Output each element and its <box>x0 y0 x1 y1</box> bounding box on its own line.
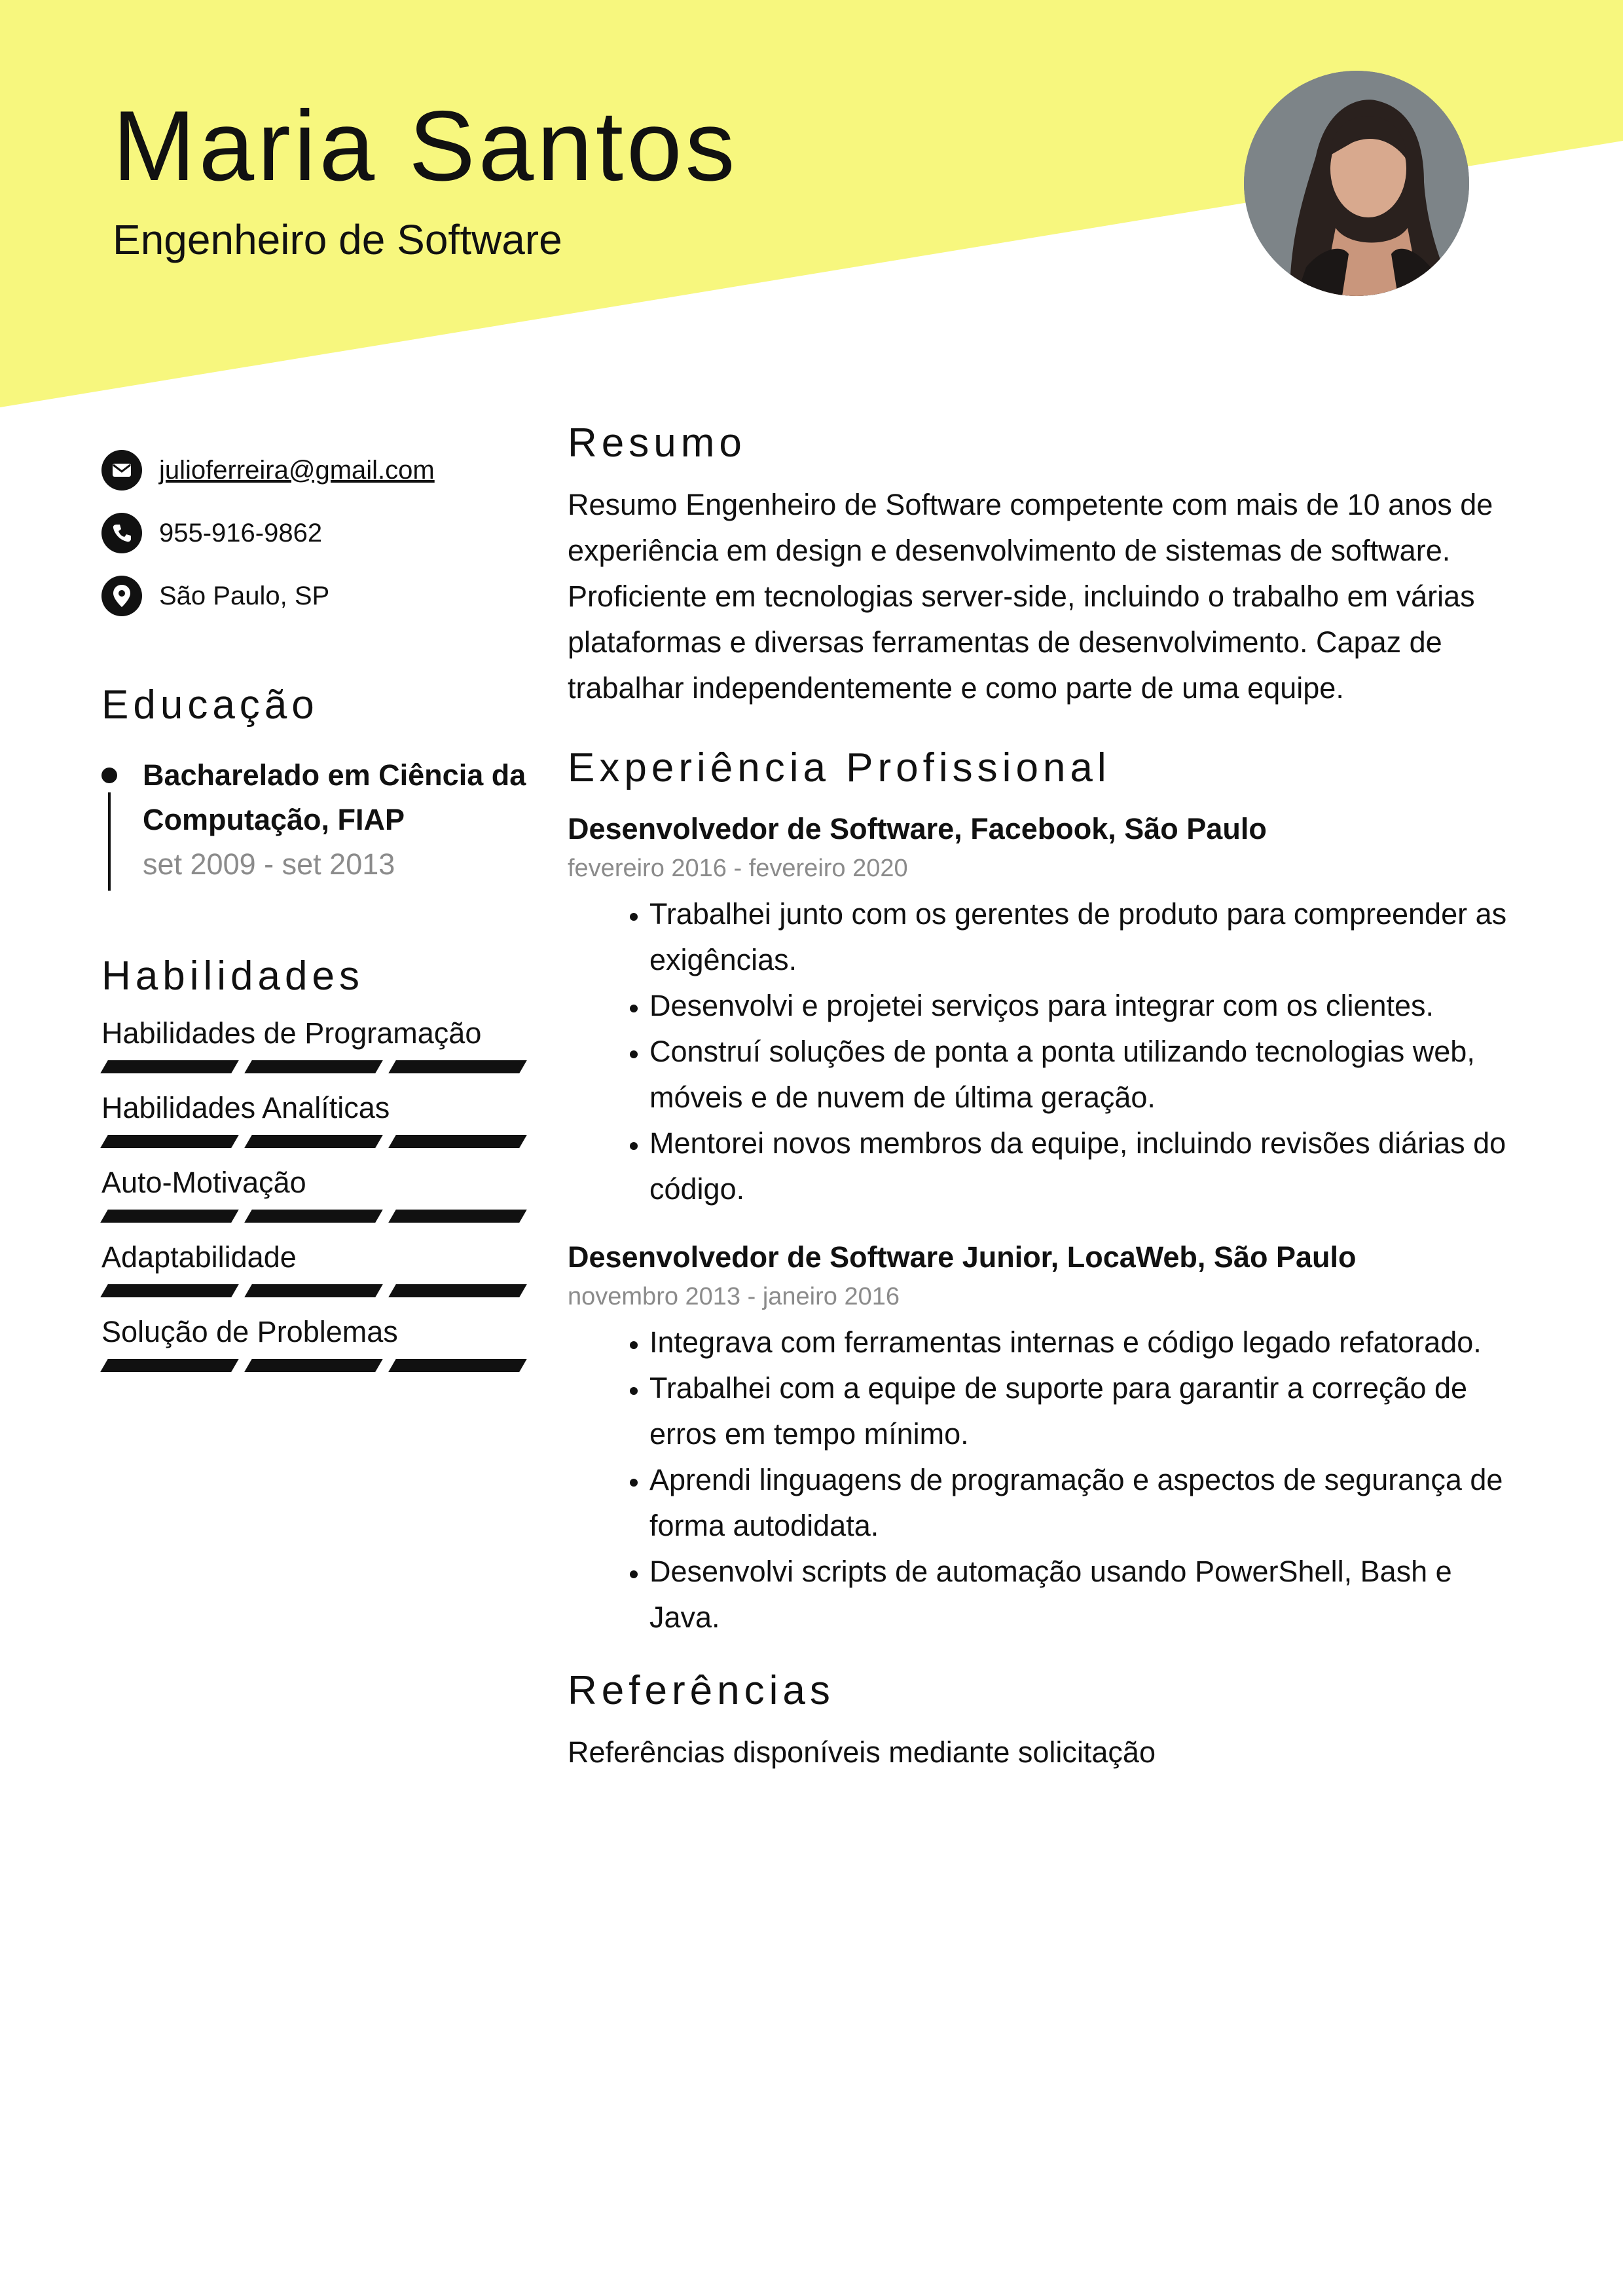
job-dates: fevereiro 2016 - fevereiro 2020 <box>568 854 908 882</box>
skill-level-segment <box>100 1284 239 1297</box>
phone-icon <box>101 513 142 553</box>
skill-name: Solução de Problemas <box>101 1314 398 1348</box>
skills-heading: Habilidades <box>101 954 364 999</box>
skill-level-segment <box>388 1359 527 1372</box>
timeline-dot <box>101 768 117 783</box>
references-heading: Referências <box>568 1667 835 1713</box>
education-heading: Educação <box>101 682 319 728</box>
job-bullet: • Trabalhei com a equipe de suporte para garantir a correção de erros em tempo mínimo. <box>649 1365 1510 1457</box>
email-link[interactable]: julioferreira@gmail.com <box>159 455 435 485</box>
candidate-name: Maria Santos <box>113 90 739 202</box>
job-bullet: • Trabalhei junto com os gerentes de produto para compreender as exigências. <box>649 891 1510 983</box>
job-title: Desenvolvedor de Software, Facebook, São Paulo <box>568 811 1267 845</box>
phone-text: 955-916-9862 <box>159 518 323 547</box>
job-bullet: • Desenvolvi scripts de automação usando PowerShell, Bash e Java. <box>649 1549 1510 1640</box>
timeline-line <box>108 792 111 891</box>
skill-level-bar <box>101 1284 540 1297</box>
job-entry <box>568 806 1510 1212</box>
job-bullet: • Aprendi linguagens de programação e aspectos de segurança de forma autodidata. <box>649 1457 1510 1549</box>
skill-level-bar <box>101 1060 540 1073</box>
skill-level-segment <box>388 1210 527 1223</box>
skill-level-segment <box>244 1060 383 1073</box>
skill-level-segment <box>388 1284 527 1297</box>
job-entry <box>568 1234 1510 1640</box>
profile-photo <box>1244 71 1469 296</box>
left-column <box>101 439 540 1372</box>
job-title: Desenvolvedor de Software Junior, LocaWeb, São Paulo <box>568 1240 1357 1274</box>
skill-level-segment <box>388 1135 527 1148</box>
skill-level-segment <box>244 1135 383 1148</box>
location-text: São Paulo, SP <box>159 581 330 610</box>
skill-item <box>101 1313 540 1372</box>
experience-heading: Experiência Profissional <box>568 745 1111 791</box>
education-dates: set 2009 - set 2013 <box>143 847 395 881</box>
skill-item <box>101 1014 540 1073</box>
job-bullets <box>568 891 1510 1212</box>
skill-item <box>101 1238 540 1297</box>
skills-list <box>101 1014 540 1372</box>
job-bullet: • Desenvolvi e projetei serviços para integrar com os clientes. <box>649 983 1510 1029</box>
skill-level-segment <box>100 1135 239 1148</box>
skill-level-segment <box>388 1060 527 1073</box>
skill-level-segment <box>244 1210 383 1223</box>
skill-item <box>101 1089 540 1148</box>
skill-level-segment <box>100 1210 239 1223</box>
contact-location <box>101 565 540 627</box>
skill-level-segment <box>100 1359 239 1372</box>
right-column <box>568 419 1510 1775</box>
contact-email <box>101 439 540 502</box>
references-text: Referências disponíveis mediante solicitação <box>568 1735 1156 1769</box>
job-bullets <box>568 1320 1510 1640</box>
skill-name: Adaptabilidade <box>101 1240 297 1274</box>
skill-level-segment <box>244 1359 383 1372</box>
skill-name: Auto-Motivação <box>101 1165 306 1199</box>
envelope-icon <box>101 450 142 491</box>
job-dates: novembro 2013 - janeiro 2016 <box>568 1282 900 1310</box>
contact-phone <box>101 502 540 565</box>
job-bullet: • Construí soluções de ponta a ponta utilizando tecnologias web, móveis e de nuvem de última geração. <box>649 1029 1510 1120</box>
skill-item <box>101 1164 540 1223</box>
skill-level-bar <box>101 1210 540 1223</box>
summary-heading: Resumo <box>568 420 746 466</box>
candidate-title: Engenheiro de Software <box>113 216 562 263</box>
job-bullet: • Integrava com ferramentas internas e código legado refatorado. <box>649 1320 1510 1365</box>
education-item <box>101 753 540 887</box>
skill-level-bar <box>101 1359 540 1372</box>
skill-level-segment <box>100 1060 239 1073</box>
education-degree: Bacharelado em Ciência da Computação, FIAP <box>143 758 526 837</box>
skill-level-segment <box>244 1284 383 1297</box>
skill-level-bar <box>101 1135 540 1148</box>
summary-text: Resumo Engenheiro de Software competente com mais de 10 anos de experiência em design e desenvolvimento de sistemas de software. Proficiente em tecnologias server-side, incluindo o trabalho em várias plataformas e diversas ferramentas de desenvolvimento. Capaz de trabalhar independentemente e como parte de uma equipe. <box>568 488 1493 705</box>
skill-name: Habilidades de Programação <box>101 1016 482 1050</box>
job-bullet: • Mentorei novos membros da equipe, incluindo revisões diárias do código. <box>649 1120 1510 1212</box>
location-pin-icon <box>101 576 142 616</box>
skill-name: Habilidades Analíticas <box>101 1090 390 1124</box>
